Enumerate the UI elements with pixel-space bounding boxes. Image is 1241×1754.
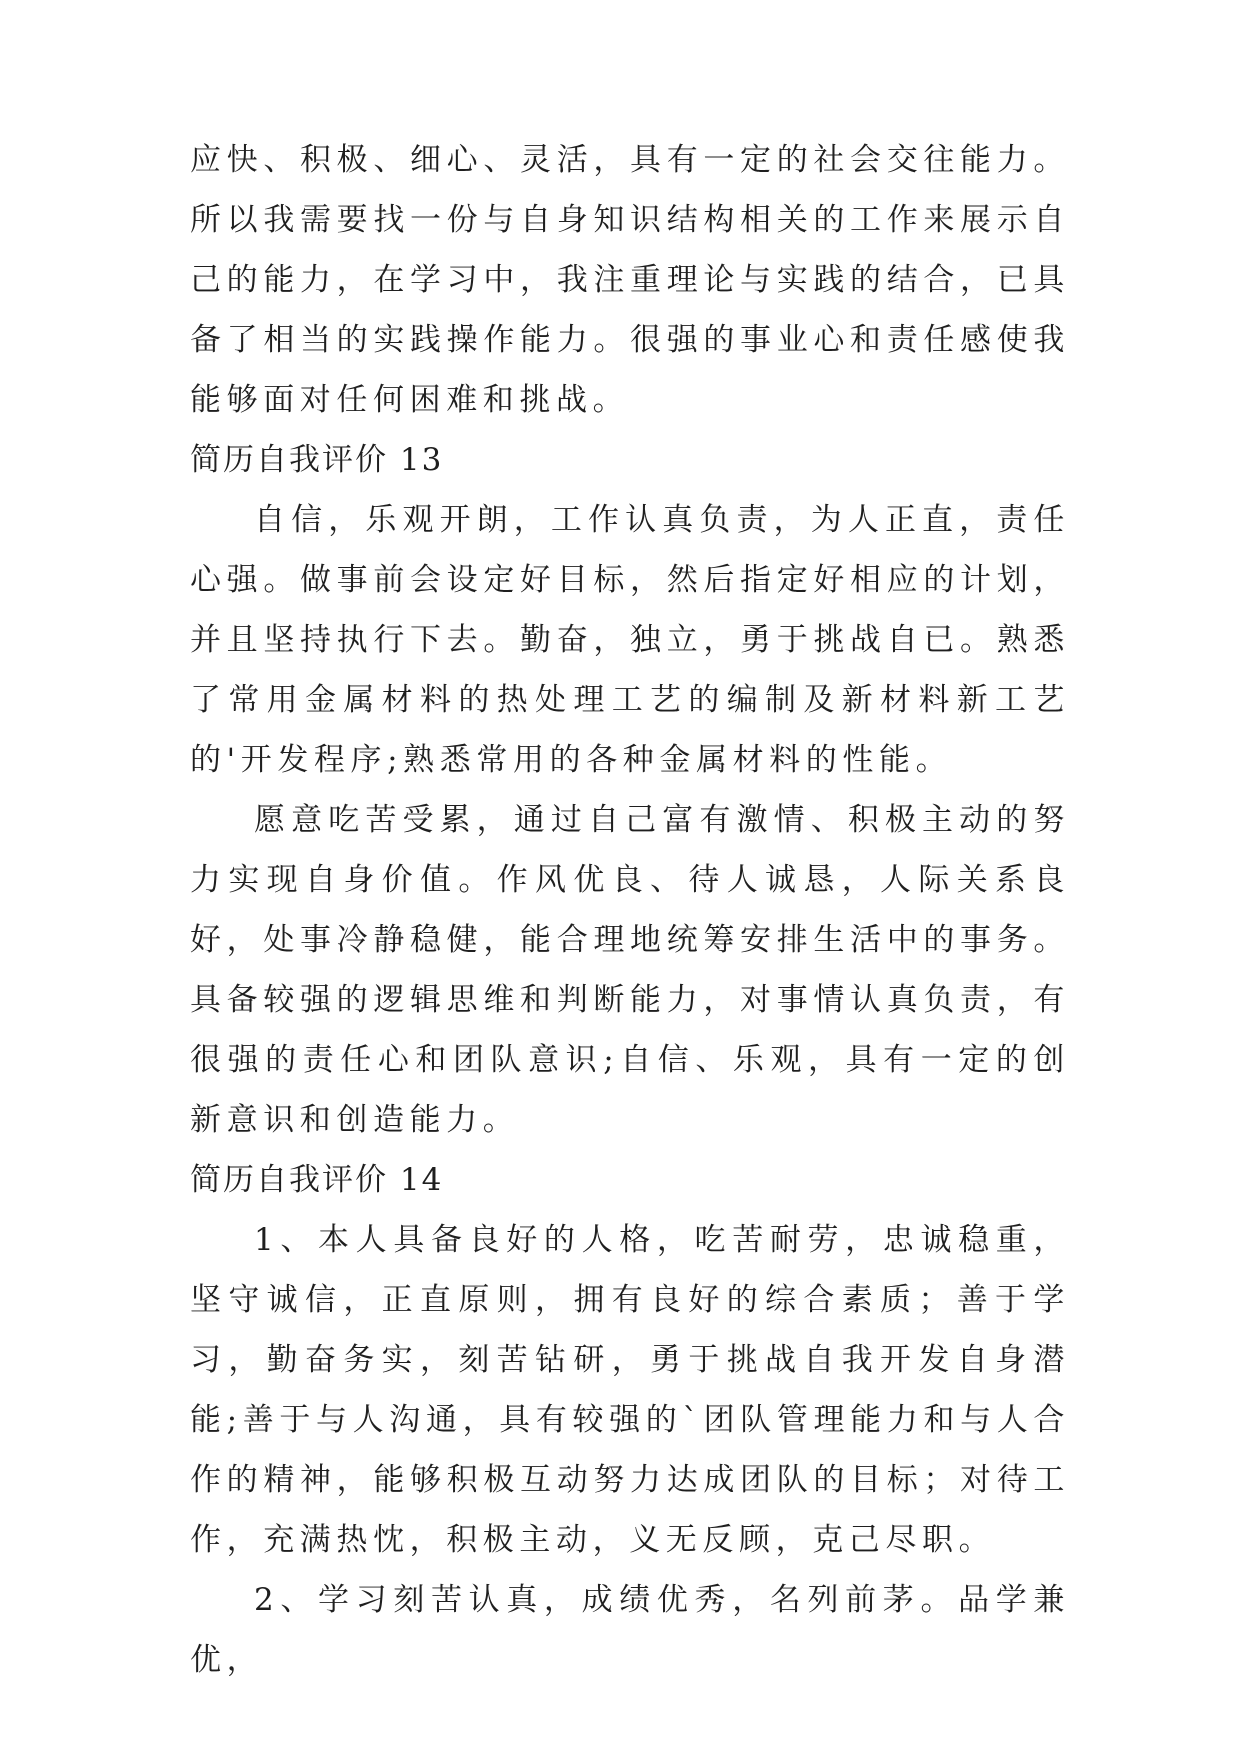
document-body [190, 130, 1070, 1690]
paragraph-intro-continued: 应快、积极、细心、灵活，具有一定的社会交往能力。所以我需要找一份与自身知识结构相关的工作来展示自己的能力，在学习中，我注重理论与实践的结合，已具备了相当的实践操作能力。很强的事业心和责任感使我能够面对任何困难和挑战。 [190, 142, 1070, 418]
paragraph-14-item-2: 2、学习刻苦认真，成绩优秀，名列前茅。品学兼优， [190, 1582, 1070, 1678]
paragraph-13-hardworking: 愿意吃苦受累，通过自己富有激情、积极主动的努力实现自身价值。作风优良、待人诚恳，人际关系良好，处事冷静稳健，能合理地统筹安排生活中的事务。具备较强的逻辑思维和判断能力，对事情认真负责，有很强的责任心和团队意识;自信、乐观，具有一定的创新意识和创造能力。 [190, 802, 1070, 1138]
paragraph-13-confidence: 自信，乐观开朗，工作认真负责，为人正直，责任心强。做事前会设定好目标，然后指定好相应的计划，并且坚持执行下去。勤奋，独立，勇于挑战自已。熟悉了常用金属材料的热处理工艺的编制及新材料新工艺的'开发程序;熟悉常用的各种金属材料的性能。 [190, 502, 1070, 778]
section-heading-13: 简历自我评价 13 [190, 442, 444, 478]
section-heading-14: 简历自我评价 14 [190, 1162, 444, 1198]
paragraph-14-item-1: 1、本人具备良好的人格，吃苦耐劳，忠诚稳重，坚守诚信，正直原则，拥有良好的综合素质；善于学习，勤奋务实，刻苦钻研，勇于挑战自我开发自身潜能;善于与人沟通，具有较强的`团队管理能力和与人合作的精神，能够积极互动努力达成团队的目标；对待工作，充满热忱，积极主动，义无反顾，克己尽职。 [190, 1222, 1070, 1558]
